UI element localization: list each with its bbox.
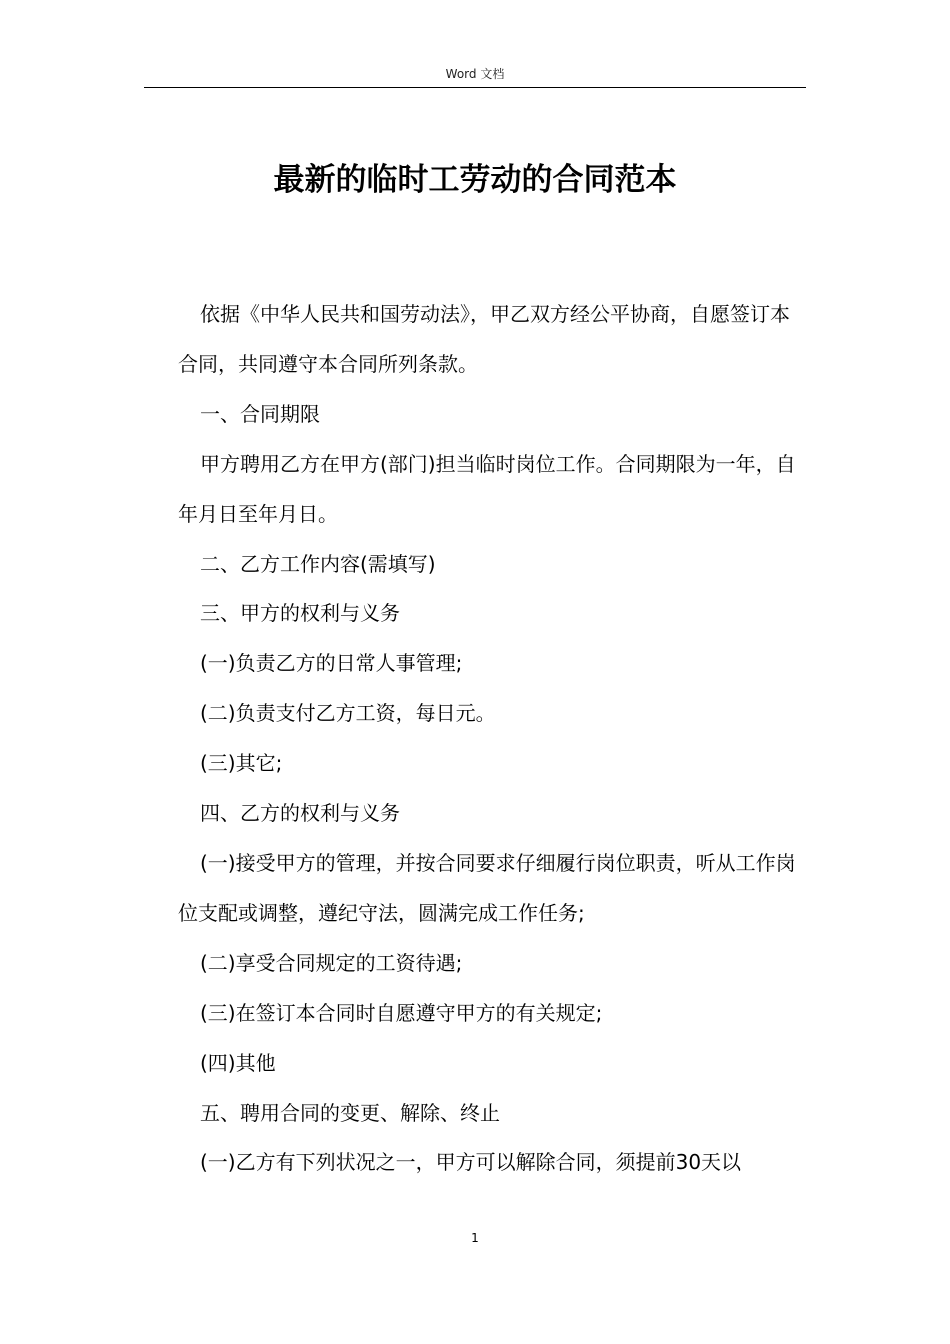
document-title: 最新的临时工劳动的合同范本 <box>273 162 677 198</box>
list-item: (一)负责乙方的日常人事管理; <box>200 651 463 676</box>
list-item: (三)其它; <box>200 751 283 776</box>
section-heading: 二、乙方工作内容(需填写) <box>200 551 436 576</box>
list-item: (二)负责支付乙方工资，每日元。 <box>200 701 496 726</box>
section-heading: 一、合同期限 <box>200 401 320 426</box>
list-item: (一)接受甲方的管理，并按合同要求仔细履行岗位职责，听从工作岗位支配或调整，遵纪守法，圆满完成工作任务; <box>178 850 796 925</box>
paragraph: 甲方聘用乙方在甲方(部门)担当临时岗位工作。合同期限为一年，自年月日至年月日。 <box>178 451 796 526</box>
list-item: (四)其他 <box>200 1050 276 1075</box>
list-item: (二)享受合同规定的工资待遇; <box>200 950 463 975</box>
list-item: (三)在签订本合同时自愿遵守甲方的有关规定; <box>200 1000 603 1025</box>
paragraph: 依据《中华人民共和国劳动法》，甲乙双方经公平协商，自愿签订本合同，共同遵守本合同所列条款。 <box>178 302 790 376</box>
header-rule <box>144 87 806 88</box>
page-number: 1 <box>471 1231 479 1245</box>
document-body <box>178 290 808 1188</box>
section-heading: 五、聘用合同的变更、解除、终止 <box>200 1100 500 1125</box>
list-item: (一)乙方有下列状况之一，甲方可以解除合同，须提前30天以 <box>200 1150 742 1175</box>
section-heading: 三、甲方的权利与义务 <box>200 601 400 626</box>
page-header: Word 文档 <box>445 67 505 81</box>
section-heading: 四、乙方的权利与义务 <box>200 801 400 826</box>
